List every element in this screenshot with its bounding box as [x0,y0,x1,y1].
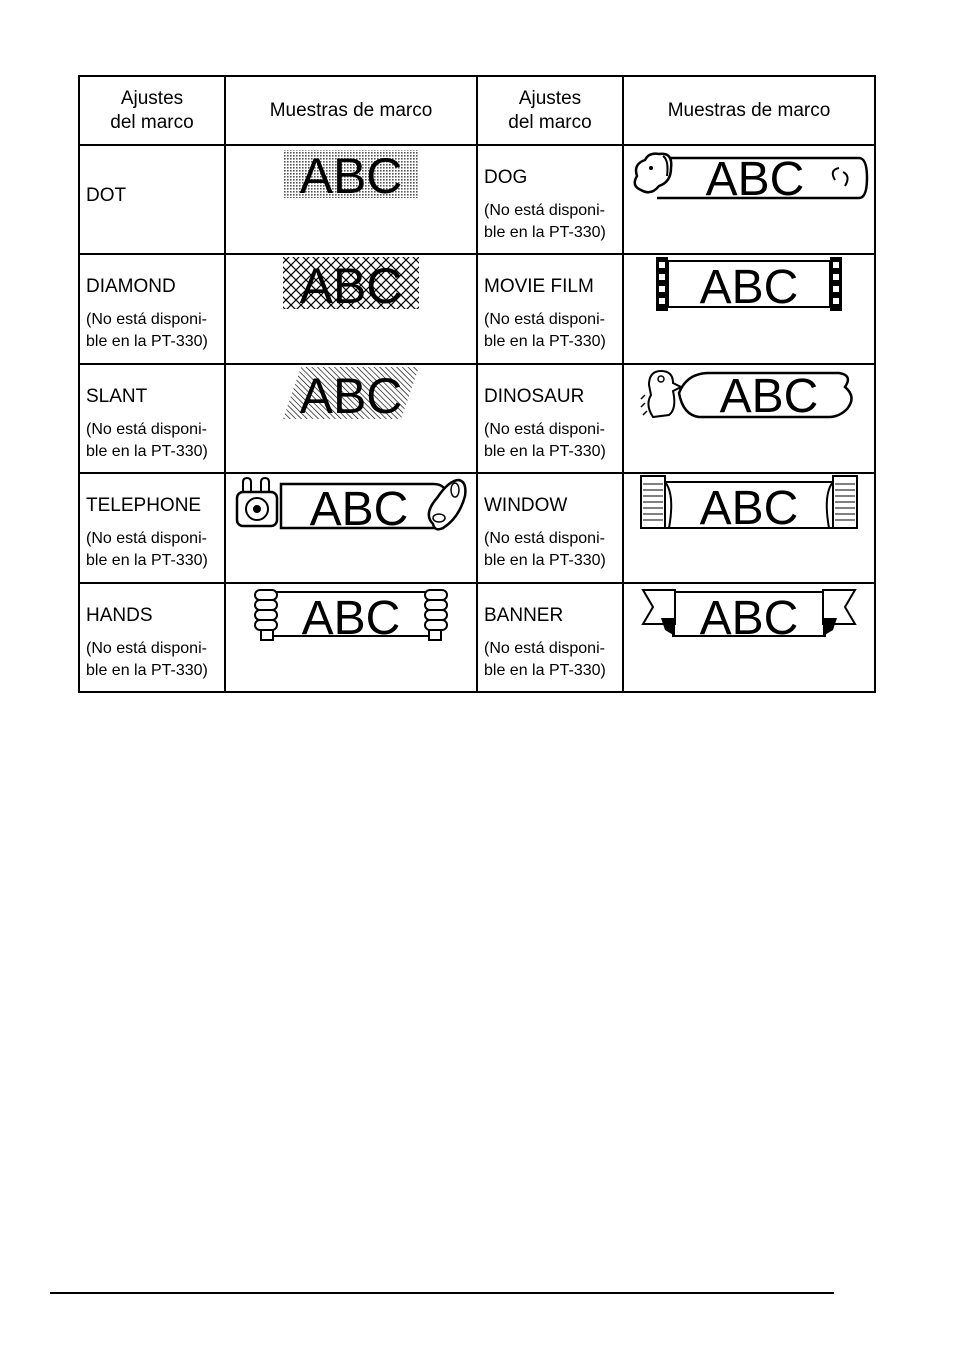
setting-cell [79,145,225,254]
setting-cell [79,473,225,582]
telephone-frame-sample [233,474,469,536]
setting-note: (No está disponi- ble en la PT-330) [484,311,606,351]
sample-dot [225,145,477,254]
dinosaur-frame-sample [639,365,859,425]
dog-frame-sample [629,146,869,210]
setting-note: (No está disponi- ble en la PT-330) [86,639,208,679]
telephone-icon [237,478,277,526]
dinosaur-icon [648,371,681,417]
frame-settings-table [78,75,876,693]
setting-note: (No está disponi- ble en la PT-330) [86,420,208,460]
sample-dog [623,145,875,254]
table-row [79,583,875,692]
setting-name: BANNER [484,604,564,626]
sample-slant [225,364,477,473]
sample-text: ABC [719,369,819,423]
banner-left-ribbon-icon [643,590,675,636]
sample-diamond [225,254,477,363]
sample-text: ABC [699,261,799,314]
setting-name: WINDOW [484,495,568,517]
right-hand-icon [425,590,447,640]
setting-name: DOT [86,185,127,206]
setting-cell [477,145,623,254]
sample-text: ABC [309,483,409,537]
sample-text: ABC [301,591,401,644]
setting-note: (No está disponi- ble en la PT-330) [484,639,606,679]
dot-frame-sample [281,146,421,202]
table-row [79,254,875,363]
table-row [79,473,875,582]
setting-name: DOG [484,167,528,188]
setting-cell [477,473,623,582]
window-left-icon [641,476,671,528]
header-samples: Muestras de marco [225,76,477,145]
header-samples: Muestras de marco [623,76,875,145]
hands-frame-sample [253,584,449,644]
setting-name: DIAMOND [86,276,176,298]
setting-cell [79,254,225,363]
setting-note: (No está disponi- ble en la PT-330) [484,420,606,460]
slant-frame-sample [281,365,421,421]
setting-note: (No está disponi- ble en la PT-330) [86,530,208,570]
setting-name: DINOSAUR [484,385,585,407]
setting-cell [477,583,623,692]
table-row [79,364,875,473]
header-settings: Ajustes del marco [477,76,623,145]
sample-hands [225,583,477,692]
banner-right-ribbon-icon [823,590,855,636]
setting-note: (No está disponi- ble en la PT-330) [86,311,208,351]
setting-cell [79,583,225,692]
sample-text: ABC [299,148,403,202]
table-row [79,145,875,254]
sample-banner [623,583,875,692]
left-hand-icon [255,590,277,640]
sample-text: ABC [699,591,799,642]
header-settings: Ajustes del marco [79,76,225,145]
setting-name: SLANT [86,385,148,407]
movie-film-frame-sample [654,255,844,313]
footer-rule [50,1292,834,1294]
setting-note: (No está disponi- ble en la PT-330) [484,202,606,241]
setting-cell [477,364,623,473]
sample-text: ABC [299,258,403,312]
setting-cell [79,364,225,473]
window-right-icon [827,476,857,528]
setting-cell [477,254,623,363]
setting-name: MOVIE FILM [484,276,594,298]
setting-name: HANDS [86,604,153,626]
sample-dinosaur [623,364,875,473]
setting-name: TELEPHONE [86,495,202,517]
setting-note: (No está disponi- ble en la PT-330) [484,530,606,570]
dog-tail-icon [833,168,848,186]
table-header-row [79,76,875,145]
sample-text: ABC [705,153,805,206]
sample-window [623,473,875,582]
handset-icon [429,480,466,529]
diamond-frame-sample [281,255,421,311]
window-frame-sample [639,474,859,532]
sample-telephone [225,473,477,582]
sample-text: ABC [699,482,799,533]
sample-text: ABC [299,367,403,421]
sample-movie-film [623,254,875,363]
banner-frame-sample [641,584,857,642]
